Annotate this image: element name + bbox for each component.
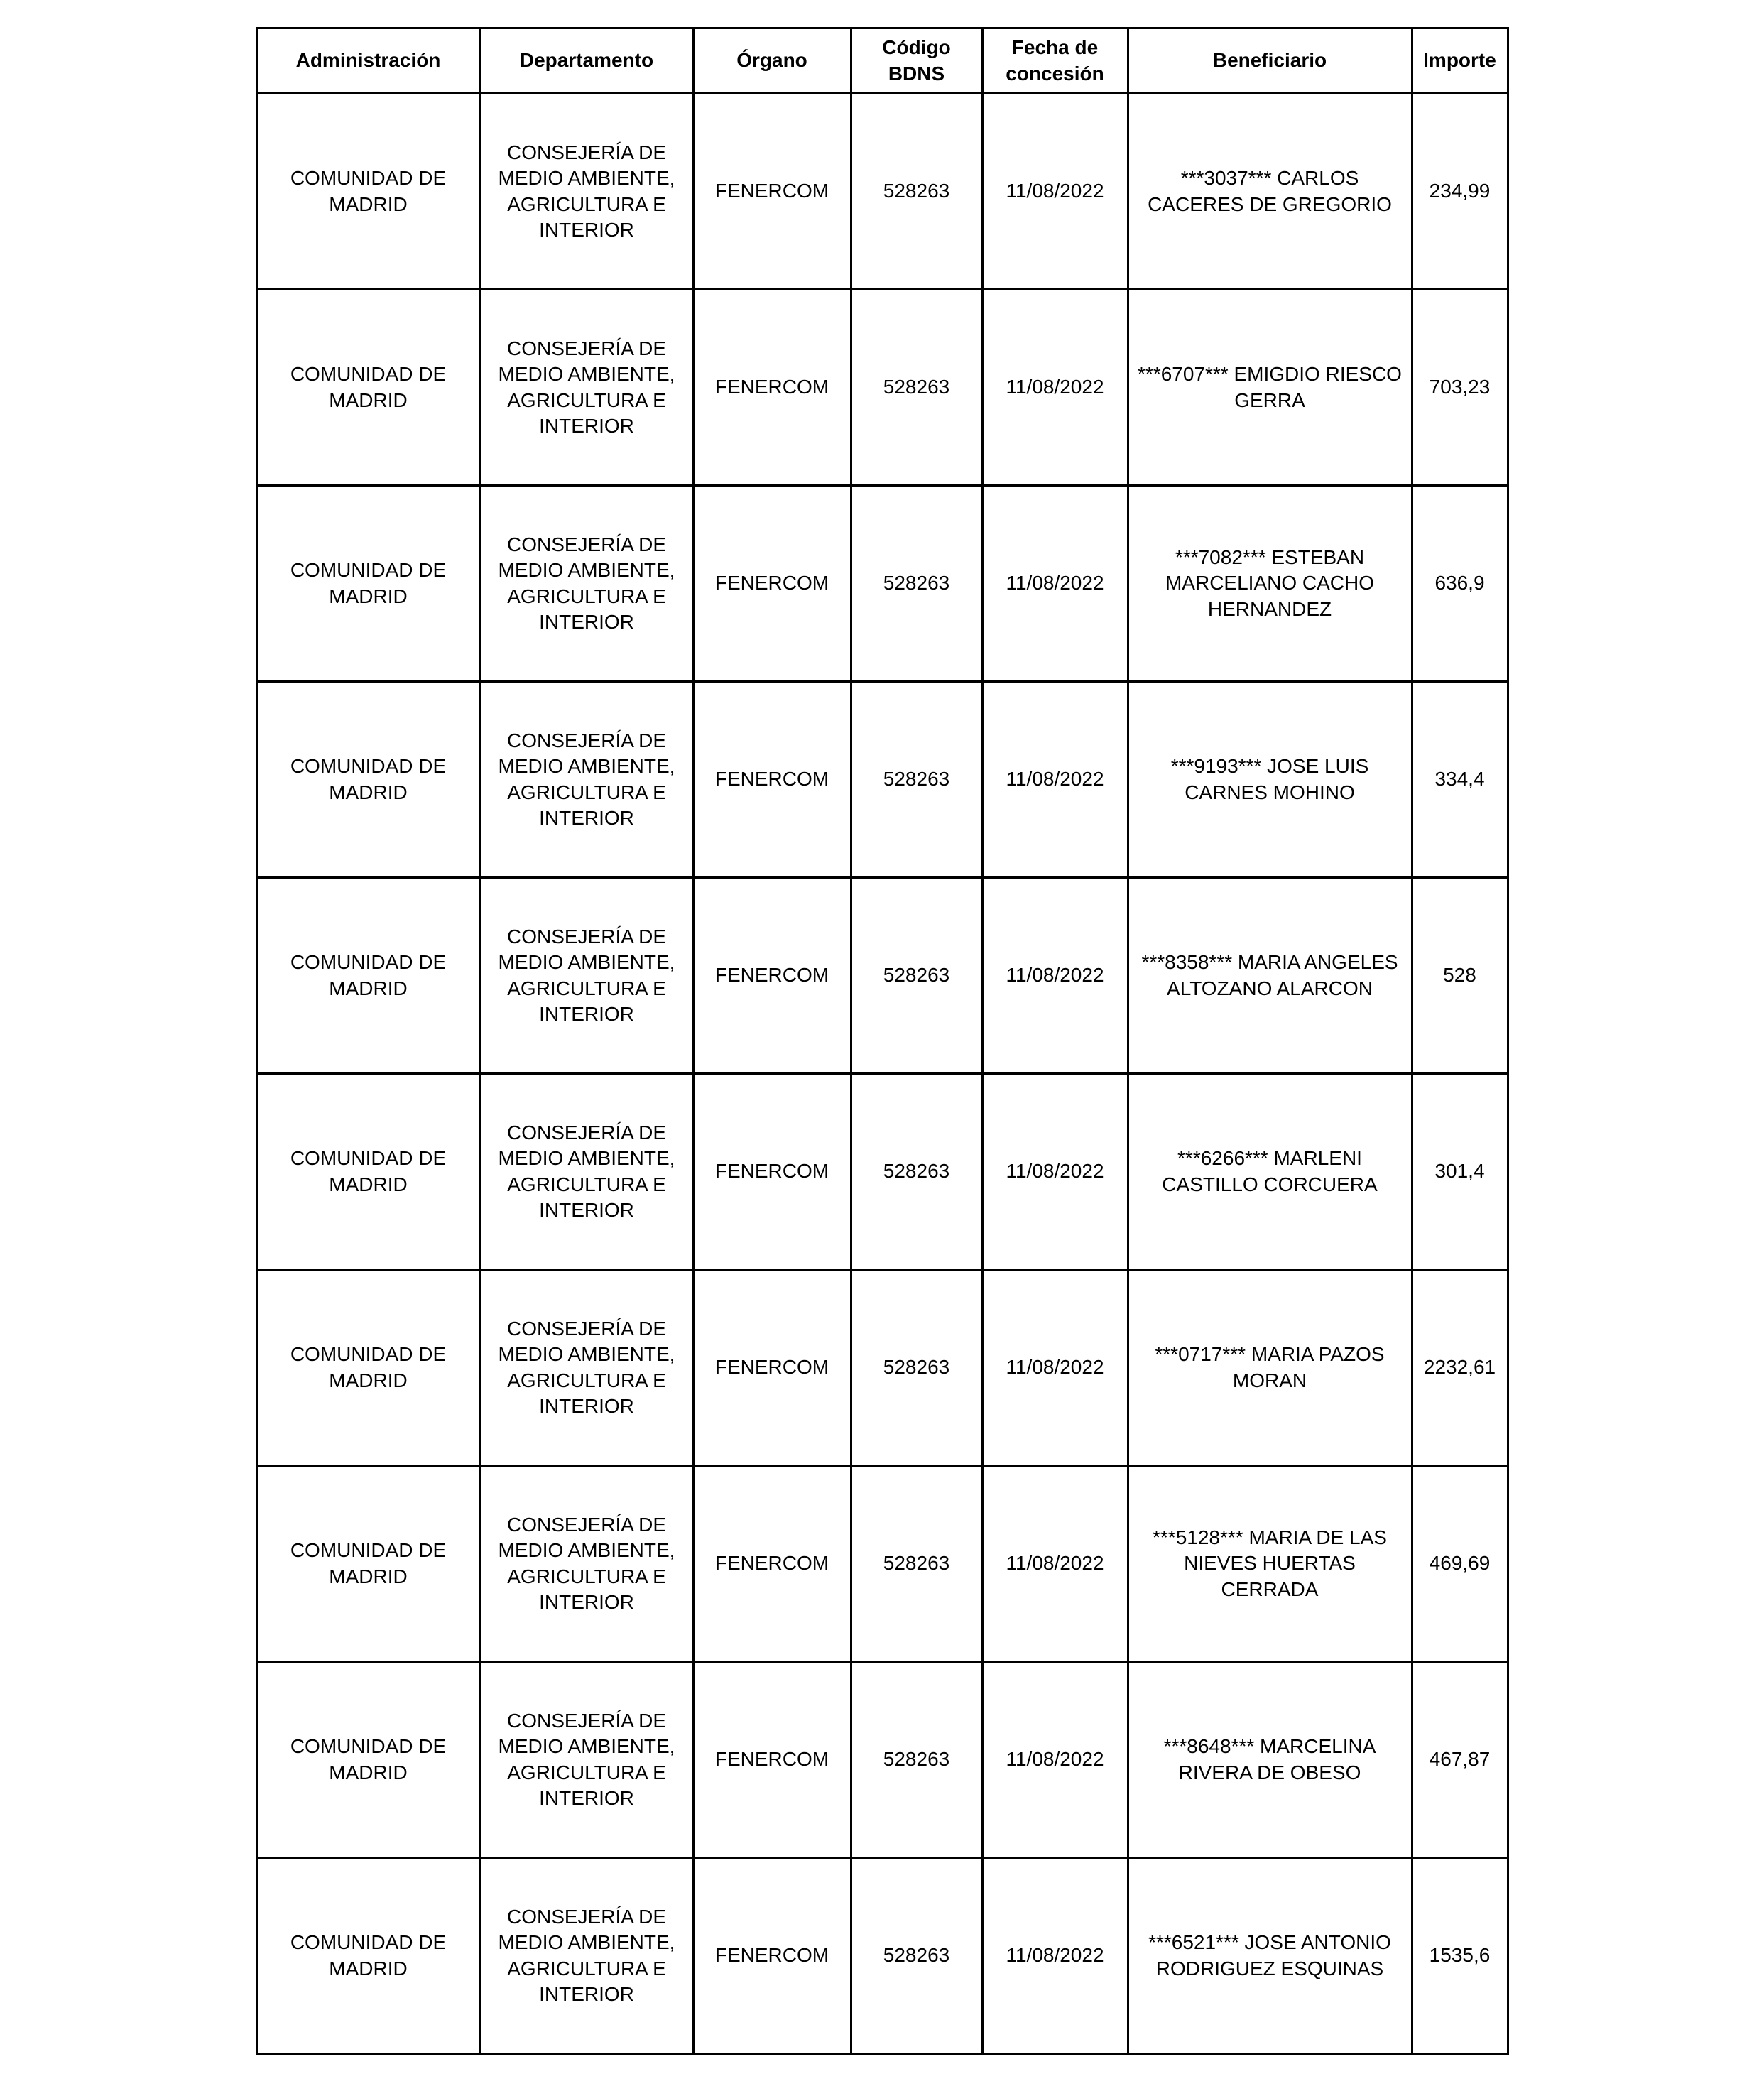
table-header [256,28,1508,94]
table-row [256,1858,1508,2054]
cell-codigo-bdns: 528263 [851,486,982,682]
cell-departamento: CONSEJERÍA DE MEDIO AMBIENTE, AGRICULTURA E INTERIOR [480,1466,693,1662]
cell-departamento: CONSEJERÍA DE MEDIO AMBIENTE, AGRICULTURA E INTERIOR [480,1074,693,1270]
cell-codigo-bdns: 528263 [851,1074,982,1270]
cell-administracion: COMUNIDAD DE MADRID [256,94,480,290]
cell-organo: FENERCOM [693,878,851,1074]
cell-fecha-concesion: 11/08/2022 [982,1858,1128,2054]
cell-importe: 2232,61 [1412,1270,1508,1466]
cell-organo: FENERCOM [693,1858,851,2054]
header-row [256,28,1508,94]
cell-beneficiario: ***0717*** MARIA PAZOS MORAN [1128,1270,1412,1466]
cell-beneficiario: ***9193*** JOSE LUIS CARNES MOHINO [1128,682,1412,878]
header-departamento: Departamento [480,28,693,94]
cell-importe: 467,87 [1412,1662,1508,1858]
cell-departamento: CONSEJERÍA DE MEDIO AMBIENTE, AGRICULTURA E INTERIOR [480,94,693,290]
cell-administracion: COMUNIDAD DE MADRID [256,682,480,878]
cell-importe: 636,9 [1412,486,1508,682]
cell-fecha-concesion: 11/08/2022 [982,878,1128,1074]
table-row [256,94,1508,290]
header-organo: Órgano [693,28,851,94]
cell-beneficiario: ***5128*** MARIA DE LAS NIEVES HUERTAS CERRADA [1128,1466,1412,1662]
cell-organo: FENERCOM [693,290,851,486]
cell-importe: 334,4 [1412,682,1508,878]
cell-fecha-concesion: 11/08/2022 [982,1466,1128,1662]
cell-administracion: COMUNIDAD DE MADRID [256,878,480,1074]
cell-fecha-concesion: 11/08/2022 [982,290,1128,486]
cell-fecha-concesion: 11/08/2022 [982,1074,1128,1270]
cell-codigo-bdns: 528263 [851,94,982,290]
header-fecha-concesion: Fecha de concesión [982,28,1128,94]
cell-codigo-bdns: 528263 [851,1466,982,1662]
cell-organo: FENERCOM [693,94,851,290]
cell-importe: 469,69 [1412,1466,1508,1662]
cell-fecha-concesion: 11/08/2022 [982,486,1128,682]
table-row [256,1466,1508,1662]
table-body [256,94,1508,2054]
cell-organo: FENERCOM [693,486,851,682]
cell-beneficiario: ***3037*** CARLOS CACERES DE GREGORIO [1128,94,1412,290]
cell-codigo-bdns: 528263 [851,1270,982,1466]
cell-beneficiario: ***6266*** MARLENI CASTILLO CORCUERA [1128,1074,1412,1270]
cell-administracion: COMUNIDAD DE MADRID [256,1074,480,1270]
cell-fecha-concesion: 11/08/2022 [982,1270,1128,1466]
cell-departamento: CONSEJERÍA DE MEDIO AMBIENTE, AGRICULTURA E INTERIOR [480,1662,693,1858]
grants-table [256,27,1509,2055]
table-row [256,1270,1508,1466]
cell-fecha-concesion: 11/08/2022 [982,1662,1128,1858]
cell-importe: 1535,6 [1412,1858,1508,2054]
cell-codigo-bdns: 528263 [851,1662,982,1858]
cell-organo: FENERCOM [693,1662,851,1858]
cell-codigo-bdns: 528263 [851,1858,982,2054]
cell-fecha-concesion: 11/08/2022 [982,682,1128,878]
cell-importe: 234,99 [1412,94,1508,290]
header-administracion: Administración [256,28,480,94]
table-row [256,682,1508,878]
cell-beneficiario: ***8358*** MARIA ANGELES ALTOZANO ALARCON [1128,878,1412,1074]
cell-beneficiario: ***6521*** JOSE ANTONIO RODRIGUEZ ESQUINAS [1128,1858,1412,2054]
cell-administracion: COMUNIDAD DE MADRID [256,486,480,682]
cell-importe: 301,4 [1412,1074,1508,1270]
cell-organo: FENERCOM [693,1270,851,1466]
cell-organo: FENERCOM [693,1466,851,1662]
cell-departamento: CONSEJERÍA DE MEDIO AMBIENTE, AGRICULTURA E INTERIOR [480,878,693,1074]
cell-organo: FENERCOM [693,682,851,878]
cell-codigo-bdns: 528263 [851,290,982,486]
cell-administracion: COMUNIDAD DE MADRID [256,1858,480,2054]
cell-departamento: CONSEJERÍA DE MEDIO AMBIENTE, AGRICULTURA E INTERIOR [480,1858,693,2054]
cell-departamento: CONSEJERÍA DE MEDIO AMBIENTE, AGRICULTURA E INTERIOR [480,290,693,486]
cell-administracion: COMUNIDAD DE MADRID [256,1466,480,1662]
table-row [256,290,1508,486]
table-row [256,878,1508,1074]
table-row [256,486,1508,682]
cell-administracion: COMUNIDAD DE MADRID [256,1662,480,1858]
cell-codigo-bdns: 528263 [851,682,982,878]
table-row [256,1662,1508,1858]
cell-administracion: COMUNIDAD DE MADRID [256,290,480,486]
cell-codigo-bdns: 528263 [851,878,982,1074]
cell-beneficiario: ***8648*** MARCELINA RIVERA DE OBESO [1128,1662,1412,1858]
table-row [256,1074,1508,1270]
cell-departamento: CONSEJERÍA DE MEDIO AMBIENTE, AGRICULTURA E INTERIOR [480,682,693,878]
cell-beneficiario: ***6707*** EMIGDIO RIESCO GERRA [1128,290,1412,486]
header-codigo-bdns: Código BDNS [851,28,982,94]
header-beneficiario: Beneficiario [1128,28,1412,94]
cell-importe: 528 [1412,878,1508,1074]
cell-importe: 703,23 [1412,290,1508,486]
cell-beneficiario: ***7082*** ESTEBAN MARCELIANO CACHO HERNANDEZ [1128,486,1412,682]
cell-fecha-concesion: 11/08/2022 [982,94,1128,290]
cell-administracion: COMUNIDAD DE MADRID [256,1270,480,1466]
cell-departamento: CONSEJERÍA DE MEDIO AMBIENTE, AGRICULTURA E INTERIOR [480,1270,693,1466]
cell-departamento: CONSEJERÍA DE MEDIO AMBIENTE, AGRICULTURA E INTERIOR [480,486,693,682]
header-importe: Importe [1412,28,1508,94]
cell-organo: FENERCOM [693,1074,851,1270]
